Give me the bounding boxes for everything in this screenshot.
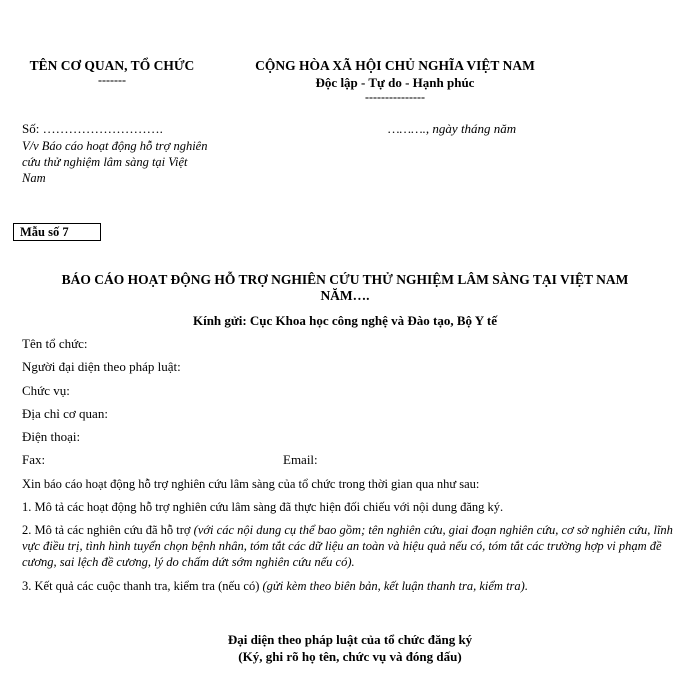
field-position: Chức vụ: bbox=[22, 383, 70, 398]
report-title bbox=[40, 272, 650, 304]
item-3-main: 3. Kết quả các cuộc thanh tra, kiểm tra (nếu có) bbox=[22, 579, 263, 593]
item-2-main: 2. Mô tả các nghiên cứu đã hỗ trợ bbox=[22, 523, 194, 537]
field-phone: Điện thoại: bbox=[22, 429, 81, 444]
item-2-paragraph bbox=[22, 522, 682, 570]
nation-name: CỘNG HÒA XÃ HỘI CHỦ NGHĨA VIỆT NAM bbox=[255, 58, 535, 73]
addressee: Kính gửi: Cục Khoa học công nghệ và Đào tạo, Bộ Y tế bbox=[192, 313, 498, 328]
intro-paragraph: Xin báo cáo hoạt động hỗ trợ nghiên cứu lâm sàng của tổ chức trong thời gian qua như sau: bbox=[22, 477, 480, 491]
document-number: Số: ………………………. bbox=[22, 121, 163, 136]
signature-title: Đại diện theo pháp luật của tổ chức đăng ký bbox=[227, 632, 473, 647]
signature-instructions: (Ký, ghi rõ họ tên, chức vụ và đóng dấu) bbox=[238, 649, 462, 664]
form-number-badge: Mẫu số 7 bbox=[13, 223, 101, 241]
national-header bbox=[210, 58, 580, 103]
motto-divider: --------------- bbox=[365, 90, 425, 104]
document-subject: V/v Báo cáo hoạt động hỗ trợ nghiên cứu thử nghiệm lâm sàng tại Việt Nam bbox=[22, 139, 208, 185]
field-fax: Fax: bbox=[22, 452, 46, 467]
field-legal-representative: Người đại diện theo pháp luật: bbox=[22, 359, 181, 374]
agency-divider: ------- bbox=[98, 73, 126, 87]
report-title-line2: NĂM…. bbox=[320, 288, 370, 303]
field-address: Địa chỉ cơ quan: bbox=[22, 406, 108, 421]
item-1-paragraph: 1. Mô tả các hoạt động hỗ trợ nghiên cứu lâm sàng đã thực hiện đối chiếu với nội dung đăng ký. bbox=[22, 500, 504, 514]
national-motto: Độc lập - Tự do - Hạnh phúc bbox=[315, 75, 475, 90]
field-email: Email: bbox=[283, 452, 318, 467]
document-date: ………., ngày tháng năm bbox=[388, 121, 517, 136]
agency-header bbox=[18, 58, 206, 86]
signature-block bbox=[160, 631, 540, 665]
item-3-note: (gửi kèm theo biên bản, kết luận thanh tra, kiểm tra). bbox=[262, 579, 528, 593]
report-title-line1: BÁO CÁO HOẠT ĐỘNG HỖ TRỢ NGHIÊN CỨU THỬ NGHIỆM LÂM SÀNG TẠI VIỆT NAM bbox=[61, 272, 629, 287]
agency-name: TÊN CƠ QUAN, TỔ CHỨC bbox=[29, 58, 195, 73]
item-2-note: (với các nội dung cụ thể bao gồm; tên nghiên cứu, giai đoạn nghiên cứu, cơ sở nghiên cứu, lĩnh vực điều trị, tình hình tuyển chọn bệnh nhân, tóm tắt các dữ liệu an toàn và hiệu quả nếu có, tóm tắt các trường hợp vi phạm đề cương, sai lệch đề cương, lý do chấm dứt sớm nghiên cứu nếu có). bbox=[22, 523, 673, 569]
field-org-name: Tên tổ chức: bbox=[22, 336, 88, 351]
item-3-paragraph bbox=[22, 578, 682, 594]
